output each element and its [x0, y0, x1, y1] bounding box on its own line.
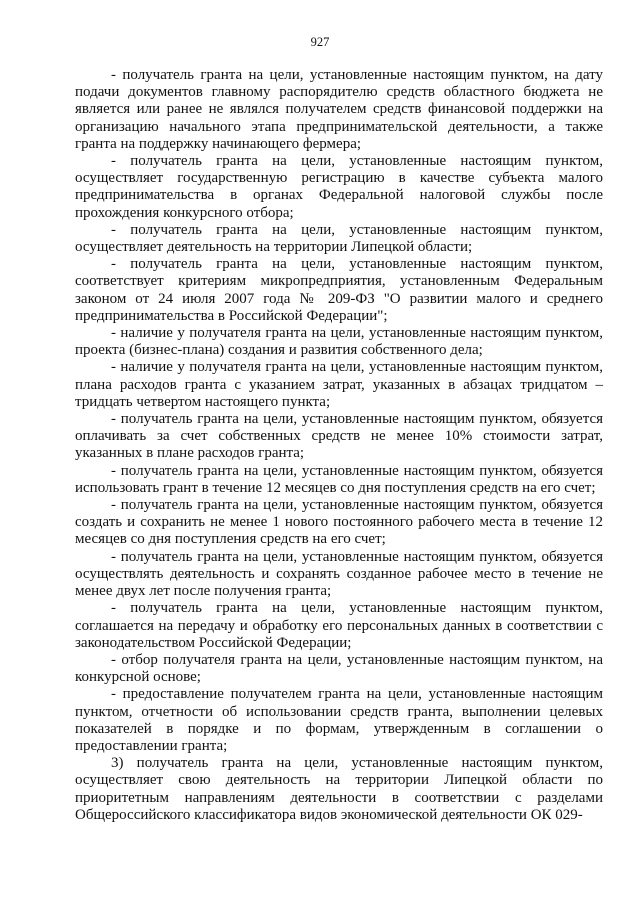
page-number: 927 [310, 35, 330, 49]
paragraph: - получатель гранта на цели, установленные настоящим пунктом, осуществляет деятельность на территории Липецкой области; [75, 221, 603, 256]
paragraph: - наличие у получателя гранта на цели, установленные настоящим пунктом, плана расходов гранта с указанием затрат, указанных в абзацах тридцатом – тридцать четвертом настоящего пункта; [75, 359, 603, 410]
paragraph: - наличие у получателя гранта на цели, установленные настоящим пунктом, проекта (бизнес-плана) создания и развития собственного дела; [75, 325, 603, 359]
paragraph: - получатель гранта на цели, установленные настоящим пунктом, на дату подачи документов главному распорядителю средств областного бюджета не является или ранее не являлся получателем средств финансовой поддержки на организацию начального этапа предпринимательской деятельности, а также гранта на поддержку начинающего фермера; [75, 67, 603, 152]
paragraph: - получатель гранта на цели, установленные настоящим пунктом, осуществляет государственную регистрацию в качестве субъекта малого предпринимательства в органах Федеральной налоговой службы после прохождения конкурсного отбора; [75, 153, 603, 221]
paragraph: 3) получатель гранта на цели, установленные настоящим пунктом, осуществляет свою деятельность на территории Липецкой области по приоритетным направлениям деятельности в соответствии с разделами Общероссийского классификатора видов экономической деятельности ОК 029- [75, 755, 603, 823]
paragraph: - получатель гранта на цели, установленные настоящим пунктом, соответствует критериям микропредприятия, установленным Федеральным законом от 24 июля 2007 года № 209-ФЗ "О развитии малого и среднего предпринимательства в Российской Федерации"; [75, 256, 603, 324]
paragraph: - отбор получателя гранта на цели, установленные настоящим пунктом, на конкурсной основе; [75, 651, 603, 686]
paragraph: - получатель гранта на цели, установленные настоящим пунктом, обязуется оплачивать за счет собственных средств не менее 10% стоимости затрат, указанных в плане расходов гранта; [75, 411, 603, 462]
paragraph: - получатель гранта на цели, установленные настоящим пунктом, обязуется создать и сохранить не менее 1 нового постоянного рабочего места в течение 12 месяцев со дня поступления средств на его счет; [75, 497, 603, 548]
body-text [75, 67, 603, 824]
paragraph: - получатель гранта на цели, установленные настоящим пунктом, обязуется использовать грант в течение 12 месяцев со дня поступления средств на его счет; [75, 462, 603, 496]
paragraph: - получатель гранта на цели, установленные настоящим пунктом, обязуется осуществлять деятельность и сохранять созданное рабочее место в течение не менее двух лет после получения гранта; [75, 548, 603, 600]
paragraph: - получатель гранта на цели, установленные настоящим пунктом, соглашается на передачу и обработку его персональных данных в соответствии с законодательством Российской Федерации; [75, 600, 603, 651]
paragraph: - предоставление получателем гранта на цели, установленные настоящим пунктом, отчетности об использовании средств гранта, выполнении целевых показателей в порядке и по формам, утвержденным в соглашении о предоставлении гранта; [75, 686, 603, 754]
